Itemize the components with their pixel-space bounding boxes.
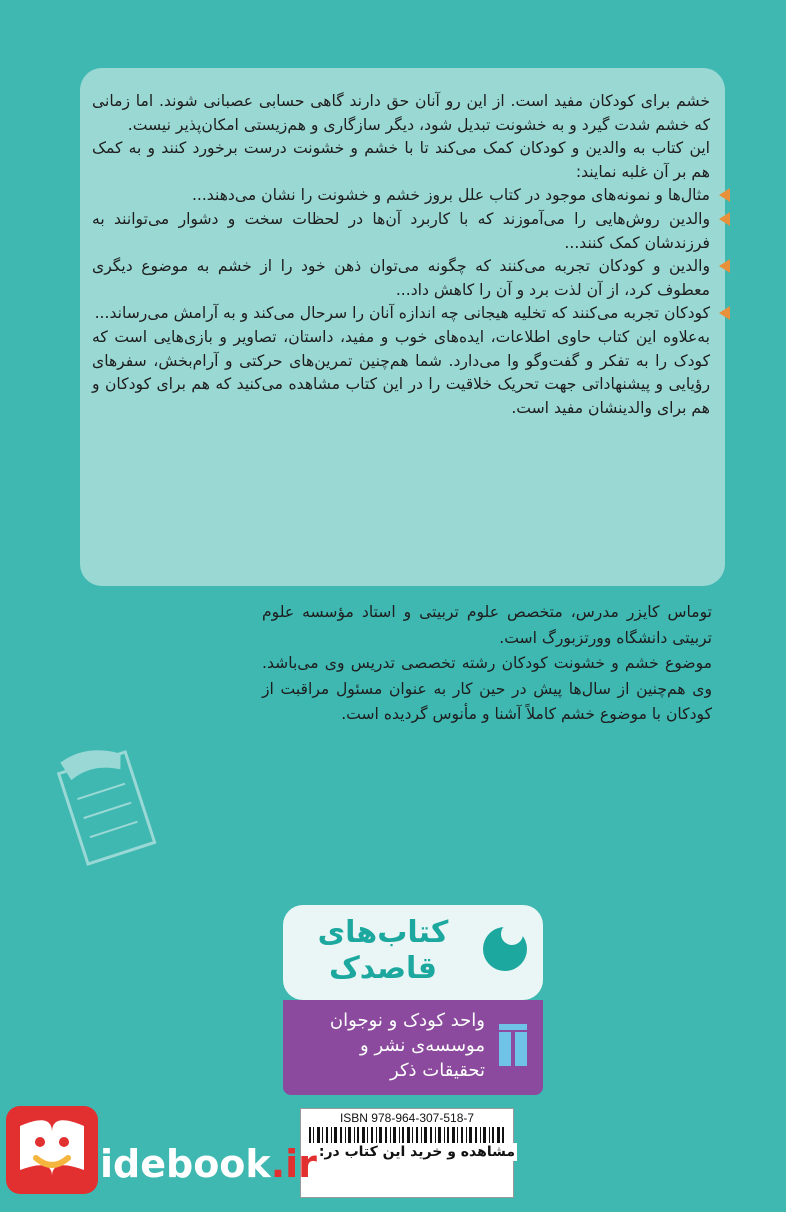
closing-paragraph: به‌علاوه این کتاب حاوی اطلاعات، ایده‌های خوب و مفید، داستان، تصاویر و بازی‌هایی است که کودک را به تفکر و گفت‌وگو وا می‌دارد. شما هم‌چنین تمرین‌های حرکتی و آرام‌بخش، سفرهای رؤیایی و پیشنهاداتی جهت تحریک خلاقیت را در این کتاب مشاهده می‌کنید که هم برای کودکان و هم برای والدینشان مفید است. <box>92 327 710 417</box>
isbn-number: ISBN 978-964-307-518-7 <box>339 1111 475 1125</box>
author-bio-1: توماس کایزر مدرس، متخصص علوم تربیتی و استاد مؤسسه علوم تربیتی دانشگاه وورتزبورگ است. <box>262 603 712 647</box>
publisher-mark-icon <box>497 1022 531 1070</box>
purpose-paragraph: این کتاب به والدین و کودکان کمک می‌کند تا با خشم و خشونت درست برخورد کنند و به کمک هم بر آن غلبه نمایند: <box>92 139 710 181</box>
bullet-arrow-icon <box>719 306 730 320</box>
site-tld-text: .ir <box>270 1142 317 1186</box>
publisher-block <box>283 1000 543 1095</box>
bullet-item: مثال‌ها و نمونه‌های موجود در کتاب علل بروز خشم و خشونت را نشان می‌دهند... <box>92 184 710 208</box>
book-smile-icon <box>6 1106 98 1194</box>
intro-paragraph: خشم برای کودکان مفید است. از این رو آنان حق دارند گاهی حسابی عصبانی شوند. اما زمانی که خشم شدت گیرد و به خشونت تبدیل شود، دیگر سازگاری و هم‌زیستی امکان‌پذیر نیست. <box>92 92 710 134</box>
book-face-icon <box>6 1106 98 1194</box>
bullet-item: والدین و کودکان تجربه می‌کنند که چگونه می‌توان ذهن خود را از خشم به موضوع دیگری معطوف کرد، از آن لذت برد و آن را کاهش داد... <box>92 255 710 302</box>
author-bio-2: موضوع خشم و خشونت کودکان رشته تخصصی تدریس وی می‌باشد. وی هم‌چنین از سال‌ها پیش در حین کار به عنوان مسئول مراقبت از کودکان با موضوع خشم کاملاً آشنا و مأنوس گردیده است. <box>262 654 712 723</box>
publisher-stamp-icon <box>43 728 172 876</box>
series-logo-top <box>283 905 543 1000</box>
site-name-text: idebook <box>100 1142 271 1186</box>
publisher-name: واحد کودک و نوجوان موسسه‌ی نشر و تحقیقات ذکر <box>329 1010 485 1081</box>
bullet-arrow-icon <box>719 188 730 202</box>
site-banner-text: مشاهده و خرید این کتاب در: <box>308 1143 517 1161</box>
bullet-arrow-icon <box>719 212 730 226</box>
bullet-arrow-icon <box>719 259 730 273</box>
series-title: کتاب‌های قاصدک <box>317 915 449 986</box>
bullet-item: کودکان تجربه می‌کنند که تخلیه هیجانی چه اندازه آنان را سرحال می‌کند و به آرامش می‌رساند... <box>92 302 710 326</box>
site-name[interactable] <box>100 1142 317 1186</box>
description-text <box>92 90 710 420</box>
series-logo <box>283 905 543 1095</box>
author-bio <box>262 600 712 728</box>
dandelion-icon <box>483 927 527 971</box>
bullet-item: والدین روش‌هایی را می‌آموزند که با کاربرد آن‌ها در لحظات سخت و دشوار می‌توانند به فرزندشان کمک کنند... <box>92 208 710 255</box>
